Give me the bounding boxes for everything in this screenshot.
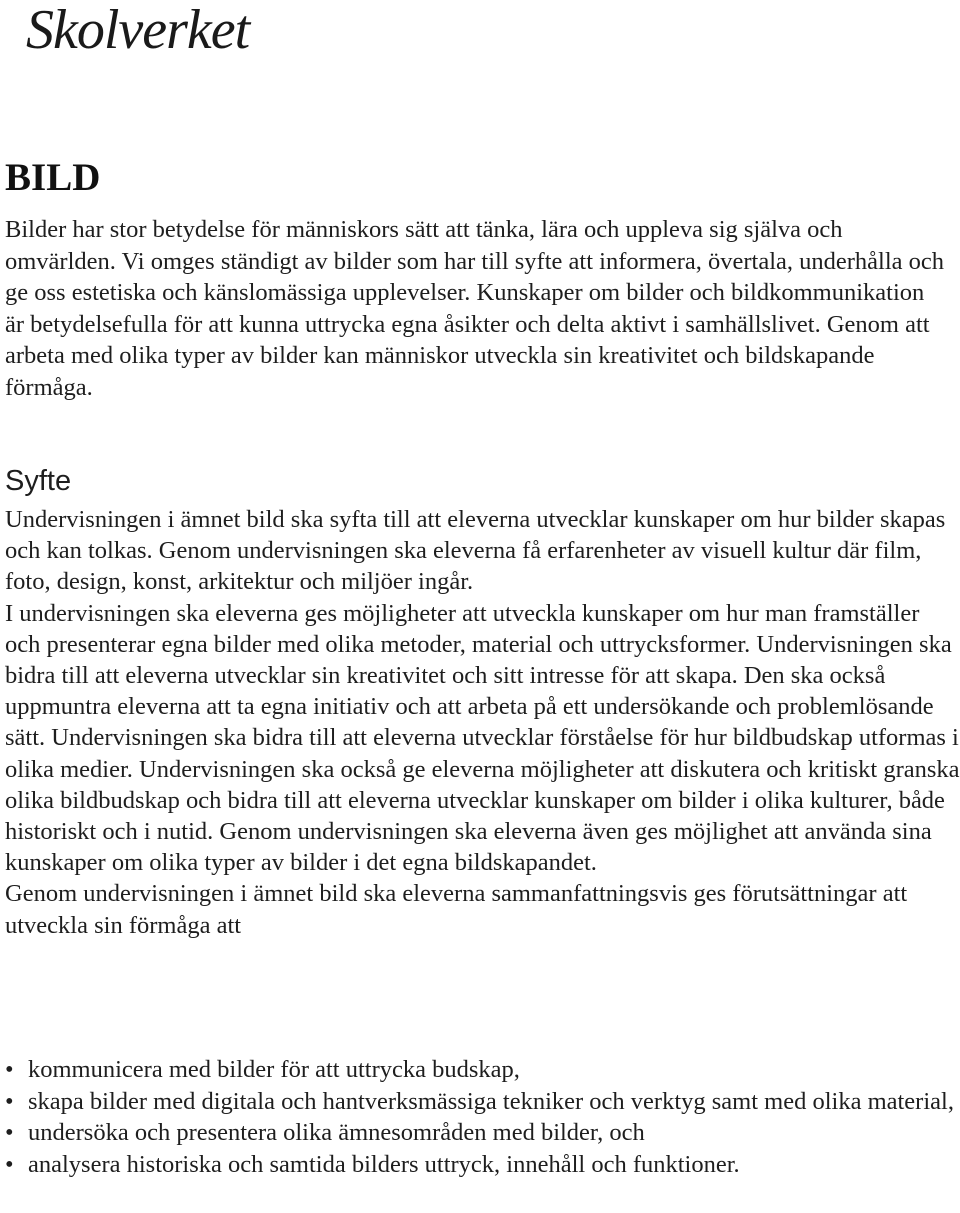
list-item bbox=[5, 1149, 960, 1181]
bullet-icon: • bbox=[5, 1056, 14, 1083]
list-item-text: kommunicera med bilder för att uttrycka budskap, bbox=[28, 1056, 520, 1083]
syfte-paragraph: Undervisningen i ämnet bild ska syfta till att eleverna utvecklar kunskaper om hur bilder skapas och kan tolkas. Genom undervisningen ska eleverna få erfarenheter av visuell kultur där film, foto, design, konst, arkitektur och miljöer ingår. bbox=[5, 506, 946, 596]
list-item-text: undersöka och presentera olika ämnesområden med bilder, och bbox=[28, 1119, 645, 1146]
list-item bbox=[5, 1086, 960, 1118]
list-item bbox=[5, 1117, 960, 1149]
syfte-body bbox=[5, 504, 960, 941]
bullet-icon: • bbox=[5, 1150, 14, 1178]
syfte-paragraph: Genom undervisningen i ämnet bild ska eleverna sammanfattningsvis ges förutsättningar att utveckla sin förmåga att bbox=[5, 880, 908, 939]
skolverket-logo: Skolverket bbox=[26, 0, 250, 61]
goals-list bbox=[5, 1054, 960, 1180]
list-item bbox=[5, 1054, 960, 1086]
syfte-paragraph: I undervisningen ska eleverna ges möjligheter att utveckla kunskaper om hur man framställer och presenterar egna bilder med olika metoder, material och uttrycksformer. Undervisningen ska bidra till att eleverna utvecklar sin kreativitet och sitt intresse för att skapa. Den ska också uppmuntra eleverna att ta egna initiativ och att arbeta på ett undersökande och problemlösande sätt. Undervisningen ska bidra till att eleverna utvecklar förståelse för hur bildbudskap utformas i olika medier. Undervisningen ska också ge eleverna möjligheter att diskutera och kritiskt granska olika bildbudskap och bidra till att eleverna utvecklar kunskaper om bilder i olika kulturer, både historiskt och i nutid. Genom undervisningen ska eleverna även ges möjlighet att använda sina kunskaper om olika typer av bilder i det egna bildskapandet. bbox=[5, 599, 960, 877]
bullet-icon: • bbox=[5, 1087, 14, 1115]
list-item-text: skapa bilder med digitala och hantverksmässiga tekniker och verktyg samt med olika material, bbox=[28, 1087, 954, 1115]
syfte-heading: Syfte bbox=[5, 465, 72, 497]
intro-paragraph: Bilder har stor betydelse för människors sätt att tänka, lära och uppleva sig själva och omvärlden. Vi omges ständigt av bilder som har till syfte att informera, övertala, underhålla och ge oss estetiska och känslomässiga upplevelser. Kunskaper om bilder och bildkommunikation är betydelsefulla för att kunna uttrycka egna åsikter och delta aktivt i samhällslivet. Genom att arbeta med olika typer av bilder kan människor utveckla sin kreativitet och bildskapande förmåga. bbox=[5, 216, 945, 401]
list-item-text: analysera historiska och samtida bilders uttryck, innehåll och funktioner. bbox=[28, 1150, 740, 1178]
page-title: BILD bbox=[5, 156, 101, 199]
bullet-icon: • bbox=[5, 1119, 14, 1146]
